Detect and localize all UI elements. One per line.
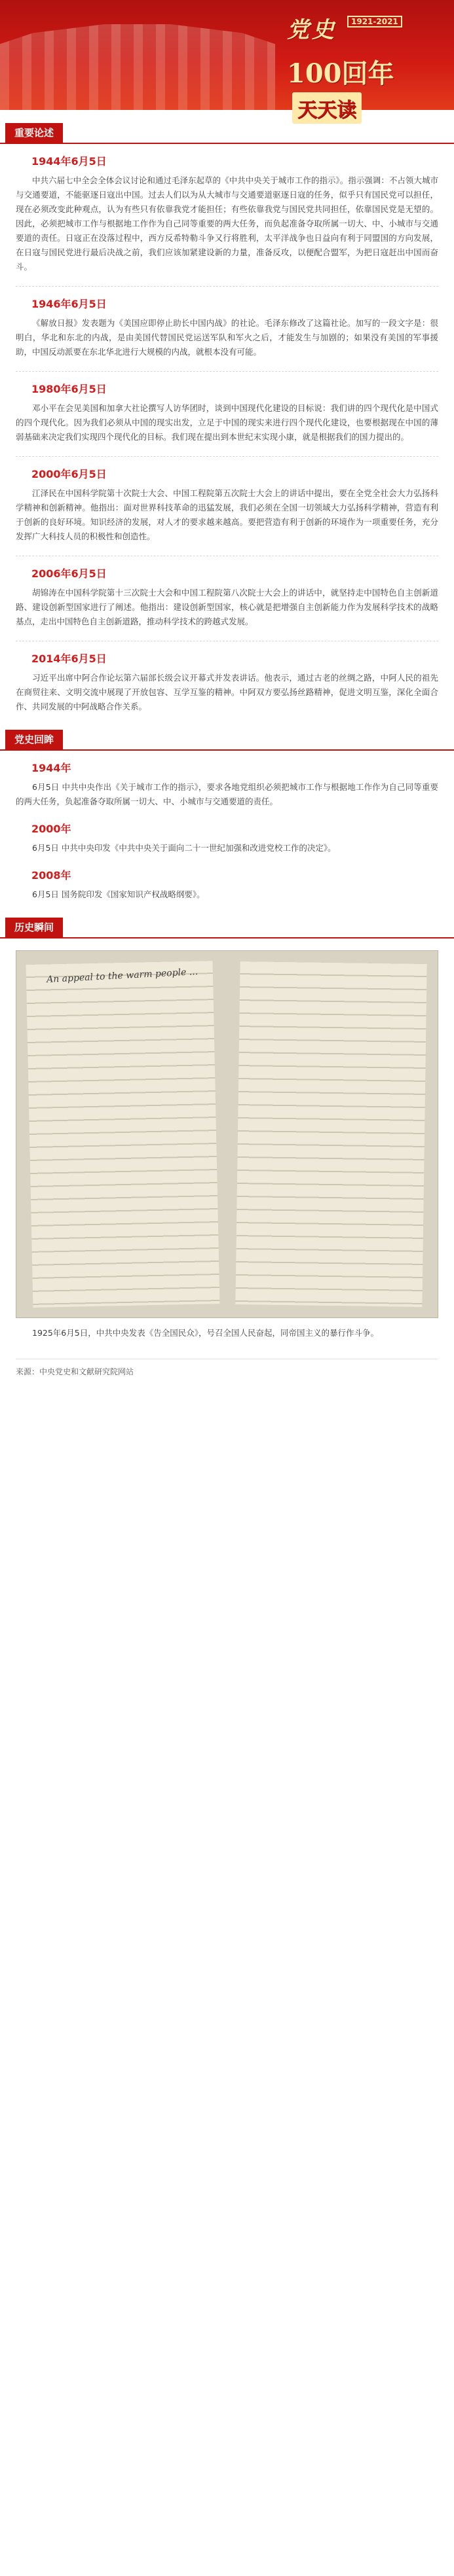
section-label-photo: 历史瞬间 — [5, 918, 63, 937]
handwritten-note: An appeal to the warm people ... — [46, 966, 199, 986]
banner-title-line2 — [287, 53, 444, 124]
entry-date: 1980年6月5日 — [31, 383, 107, 395]
entry-date: 2014年6月5日 — [31, 653, 107, 665]
banner-daily-badge: 天天读 — [292, 92, 362, 124]
entry-paragraph: 中共六届七中全会全体会议讨论和通过毛泽东起草的《中共中央关于城市工作的指示》。指示强调：不占领大城市与交通要道，不能驱逐日寇出中国。过去人们以为从大城市与交通要道驱逐日寇的任务，似乎只有国民党可以担任，现在必须改变此种观点，认为有些只有依靠我党才能担任；有些依靠我党与国民党共同担任，依靠国民党是无望的。因此，必须把城市工作与根据地工作作为自己同等重要的两大任务，而负起准备夺取所属一切大、中、小城市与交通要道的责任。日寇正在没落过程中，西方反希特勒斗争又行将胜利，太平洋战争也日益向有利于同盟国的方向发展，在日寇与国民党进行最后决战之前，我们应该加紧建设新的力量，准备反攻，以便配合盟军，为把日寇赶出中国而奋斗。 — [16, 175, 438, 272]
banner-title — [287, 12, 444, 122]
entry-date: 2000年6月5日 — [31, 468, 107, 480]
entry-paragraph: 习近平出席中阿合作论坛第六届部长级会议开幕式并发表讲话。他表示，通过古老的丝绸之路，中阿人民的祖先在商贸往来、文明交流中展现了开放包容、互学互鉴的精神。中阿双方要弘扬丝路精神，促进文明互鉴，深化全面合作、共同发展的中阿战略合作关系。 — [16, 673, 438, 711]
history-year: 2000年 — [31, 823, 71, 835]
history-year: 1944年 — [31, 762, 71, 774]
section-label-important: 重要论述 — [5, 123, 63, 143]
banner-title-100: 100回年 — [287, 58, 394, 89]
building-graphic — [0, 0, 275, 110]
document-page-left — [26, 961, 220, 1308]
entry-paragraph: 邓小平在会见美国和加拿大社论撰写人访华团时，谈到中国现代化建设的目标说：我们讲的四个现代化是中国式的四个现代化。因为我们必须从中国的现实出发，立足于中国的现实来进行四个现代化建设，也要根据现在中国的薄弱基础来决定我们实现四个现代化的目标。我们现在提出到本世纪末实现小康，就是根据我们的国力提出的。 — [16, 403, 438, 442]
section-label-history: 党史回眸 — [5, 730, 63, 749]
section-header-history — [0, 726, 454, 751]
history-paragraph: 6月5日 中共中央作出《关于城市工作的指示》，要求各地党组织必须把城市工作与根据地工作作为自己同等重要的两大任务，负起准备夺取所属一切大、中、小城市与交通要道的责任。 — [16, 782, 438, 806]
entry-paragraph: 江泽民在中国科学院第十次院士大会、中国工程院第五次院士大会上的讲话中提出，要在全党全社会大力弘扬科学精神和创新精神。他指出：面对世界科技革命的迅猛发展，我们必须在全国一切领域大力弘扬科学精神，营造有利于创新的良好环境。知识经济的发展，对人才的要求越来越高。要把营造有利于创新的环境作为一项重要任务，充分发挥广大科技人员的积极性和创造性。 — [16, 488, 438, 541]
entry-paragraph: 《解放日报》发表题为《美国应即停止助长中国内战》的社论。毛泽东修改了这篇社论。加写的一段文字是：很明白，华北和东北的内战，是由美国代替国民党运送军队和军火之后，才能发生与加剧的；如果没有美国的军事援助，中国反动派要在东北华北进行大规模的内战，就根本没有可能。 — [16, 318, 438, 357]
banner-year-box: 1921-2021 — [347, 16, 402, 27]
source-credit: 来源：中央党史和文献研究院网站 — [16, 1359, 438, 1377]
document-page-right — [235, 961, 426, 1307]
entry-date: 1944年6月5日 — [31, 155, 107, 168]
entry-paragraph: 胡锦涛在中国科学院第十三次院士大会和中国工程院第八次院士大会上的讲话中，就坚持走中国特色自主创新道路、建设创新型国家进行了阐述。他指出：建设创新型国家，核心就是把增强自主创新能力作为发展科学技术的战略基点，走出中国特色自主创新道路，推动科学技术的跨越式发展。 — [16, 588, 438, 626]
entry-date: 1946年6月5日 — [31, 298, 107, 310]
historical-document-photo — [16, 950, 438, 1318]
entry-date: 2006年6月5日 — [31, 567, 107, 580]
divider — [16, 371, 438, 372]
divider — [16, 456, 438, 457]
section-header-photo — [0, 914, 454, 939]
history-paragraph: 6月5日 国务院印发《国家知识产权战略纲要》。 — [32, 889, 205, 899]
divider — [16, 286, 438, 287]
history-year: 2008年 — [31, 869, 71, 882]
history-paragraph: 6月5日 中共中央印发《中共中央关于面向二十一世纪加强和改进党校工作的决定》。 — [32, 843, 336, 853]
photo-caption: 1925年6月5日，中共中央发表《告全国民众》，号召全国人民奋起，同帝国主义的暴行作斗争。 — [32, 1328, 379, 1338]
header-banner — [0, 0, 454, 122]
section-header-important — [0, 119, 454, 144]
banner-title-line1: 党史 — [287, 17, 337, 43]
